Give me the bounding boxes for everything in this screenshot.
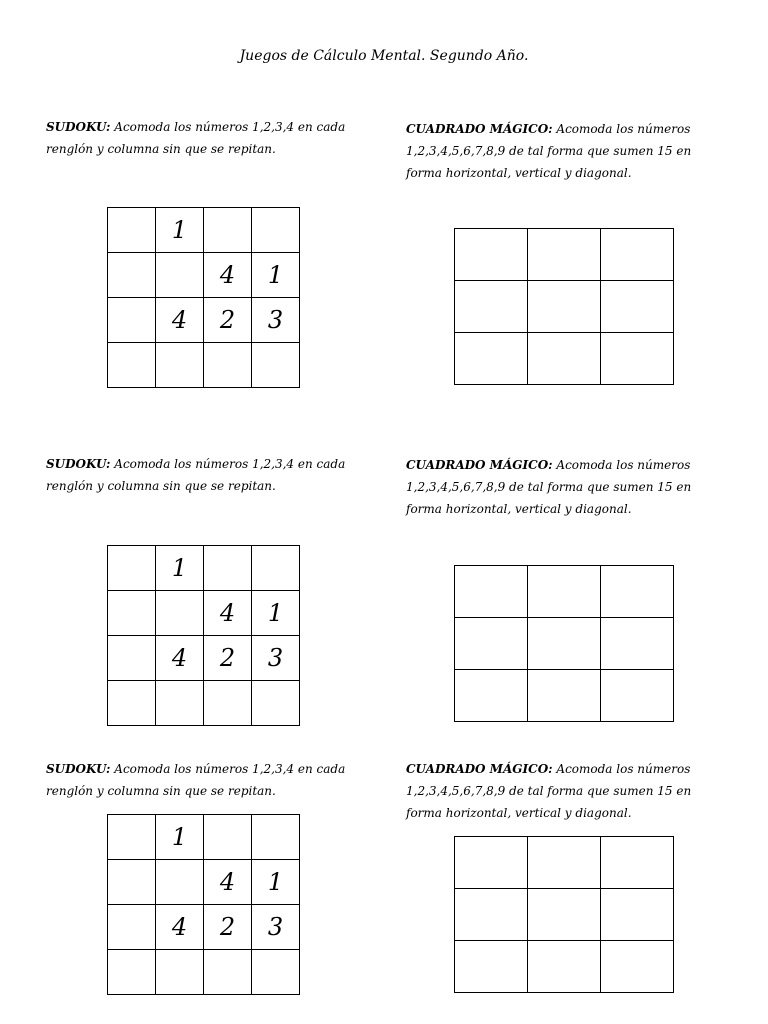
sudoku-cell[interactable] [108,860,156,905]
sudoku-cell[interactable]: 3 [252,636,300,681]
magic-cell[interactable] [601,566,674,618]
magic-cell[interactable] [455,670,528,722]
sudoku-cell[interactable] [156,591,204,636]
sudoku-grid [107,207,300,388]
sudoku-cell[interactable] [204,681,252,726]
sudoku-row [108,681,300,726]
magic-cell[interactable] [455,566,528,618]
sudoku-row [108,253,300,298]
magic-cell[interactable] [601,229,674,281]
sudoku-cell[interactable] [108,343,156,388]
sudoku-cell[interactable] [252,950,300,995]
magic-cell[interactable] [601,670,674,722]
magic-cell[interactable] [601,618,674,670]
sudoku-cell[interactable]: 3 [252,905,300,950]
magic-row [455,229,674,281]
magic-square-grid [454,836,674,993]
sudoku-row [108,208,300,253]
magic-cell[interactable] [601,837,674,889]
magic-square-instructions [406,118,726,184]
sudoku-text-line2: renglón y columna sin que se repitan. [46,479,276,493]
sudoku-row [108,815,300,860]
sudoku-cell[interactable] [108,253,156,298]
magic-text-line2: 1,2,3,4,5,6,7,8,9 de tal forma que sumen 15 en [406,480,692,494]
sudoku-grid [107,545,300,726]
sudoku-cell[interactable] [108,298,156,343]
sudoku-label: SUDOKU: [46,120,111,134]
sudoku-cell[interactable] [204,208,252,253]
sudoku-cell[interactable] [252,546,300,591]
sudoku-row [108,591,300,636]
sudoku-cell[interactable]: 4 [204,591,252,636]
magic-text-line1: Acomoda los números [556,762,691,776]
sudoku-row [108,905,300,950]
magic-square-label: CUADRADO MÁGICO: [406,762,553,776]
sudoku-cell[interactable] [108,815,156,860]
sudoku-cell[interactable] [108,636,156,681]
sudoku-cell[interactable] [252,343,300,388]
magic-cell[interactable] [601,889,674,941]
magic-cell[interactable] [455,837,528,889]
page-title: Juegos de Cálculo Mental. Segundo Año. [239,48,529,64]
magic-cell[interactable] [528,618,601,670]
sudoku-cell[interactable] [252,815,300,860]
magic-cell[interactable] [601,333,674,385]
sudoku-cell[interactable]: 1 [156,815,204,860]
magic-text-line3: forma horizontal, vertical y diagonal. [406,502,632,516]
sudoku-cell[interactable] [252,681,300,726]
sudoku-cell[interactable]: 4 [156,636,204,681]
magic-row [455,333,674,385]
sudoku-label: SUDOKU: [46,762,111,776]
sudoku-cell[interactable]: 1 [156,546,204,591]
sudoku-cell[interactable] [204,815,252,860]
sudoku-cell[interactable]: 4 [156,298,204,343]
sudoku-cell[interactable]: 2 [204,905,252,950]
sudoku-label: SUDOKU: [46,457,111,471]
sudoku-cell[interactable]: 1 [252,860,300,905]
sudoku-cell[interactable] [108,905,156,950]
sudoku-row [108,860,300,905]
magic-text-line3: forma horizontal, vertical y diagonal. [406,806,632,820]
magic-text-line2: 1,2,3,4,5,6,7,8,9 de tal forma que sumen 15 en [406,144,692,158]
magic-cell[interactable] [455,281,528,333]
magic-cell[interactable] [455,229,528,281]
sudoku-cell[interactable] [156,253,204,298]
sudoku-cell[interactable] [156,950,204,995]
sudoku-cell[interactable] [108,950,156,995]
sudoku-text-line1: Acomoda los números 1,2,3,4 en cada [114,457,346,471]
magic-text-line1: Acomoda los números [556,458,691,472]
sudoku-cell[interactable]: 2 [204,636,252,681]
magic-square-instructions [406,758,726,824]
sudoku-cell[interactable]: 3 [252,298,300,343]
sudoku-row [108,546,300,591]
magic-cell[interactable] [528,941,601,993]
magic-row [455,889,674,941]
sudoku-text-line1: Acomoda los números 1,2,3,4 en cada [114,120,346,134]
magic-cell[interactable] [528,670,601,722]
sudoku-cell[interactable] [108,681,156,726]
sudoku-cell[interactable]: 1 [252,253,300,298]
magic-cell[interactable] [528,229,601,281]
sudoku-text-line1: Acomoda los números 1,2,3,4 en cada [114,762,346,776]
sudoku-row [108,950,300,995]
sudoku-cell[interactable] [156,681,204,726]
magic-text-line3: forma horizontal, vertical y diagonal. [406,166,632,180]
sudoku-cell[interactable] [204,950,252,995]
magic-cell[interactable] [528,333,601,385]
sudoku-row [108,298,300,343]
sudoku-row [108,343,300,388]
magic-square-label: CUADRADO MÁGICO: [406,122,553,136]
sudoku-cell[interactable]: 2 [204,298,252,343]
sudoku-cell[interactable]: 1 [156,208,204,253]
sudoku-cell[interactable] [204,546,252,591]
sudoku-cell[interactable] [156,860,204,905]
magic-text-line1: Acomoda los números [556,122,691,136]
magic-cell[interactable] [528,281,601,333]
sudoku-cell[interactable]: 1 [252,591,300,636]
sudoku-grid [107,814,300,995]
magic-square-label: CUADRADO MÁGICO: [406,458,553,472]
magic-cell[interactable] [455,941,528,993]
magic-row [455,670,674,722]
magic-cell[interactable] [455,889,528,941]
magic-cell[interactable] [601,281,674,333]
sudoku-cell[interactable] [204,343,252,388]
magic-cell[interactable] [528,837,601,889]
magic-row [455,618,674,670]
magic-square-grid [454,228,674,385]
sudoku-cell[interactable] [108,591,156,636]
magic-square-grid [454,565,674,722]
sudoku-instructions [46,116,366,160]
sudoku-cell[interactable] [156,343,204,388]
sudoku-instructions [46,758,366,802]
magic-row [455,281,674,333]
sudoku-cell[interactable] [108,208,156,253]
sudoku-text-line2: renglón y columna sin que se repitan. [46,142,276,156]
sudoku-cell[interactable]: 4 [204,253,252,298]
magic-cell[interactable] [455,618,528,670]
sudoku-cell[interactable] [108,546,156,591]
magic-row [455,837,674,889]
magic-cell[interactable] [601,941,674,993]
sudoku-cell[interactable] [252,208,300,253]
magic-cell[interactable] [528,566,601,618]
sudoku-cell[interactable]: 4 [156,905,204,950]
magic-text-line2: 1,2,3,4,5,6,7,8,9 de tal forma que sumen 15 en [406,784,692,798]
sudoku-row [108,636,300,681]
sudoku-cell[interactable]: 4 [204,860,252,905]
sudoku-instructions [46,453,366,497]
magic-row [455,566,674,618]
magic-row [455,941,674,993]
sudoku-text-line2: renglón y columna sin que se repitan. [46,784,276,798]
magic-cell[interactable] [528,889,601,941]
magic-square-instructions [406,454,726,520]
magic-cell[interactable] [455,333,528,385]
